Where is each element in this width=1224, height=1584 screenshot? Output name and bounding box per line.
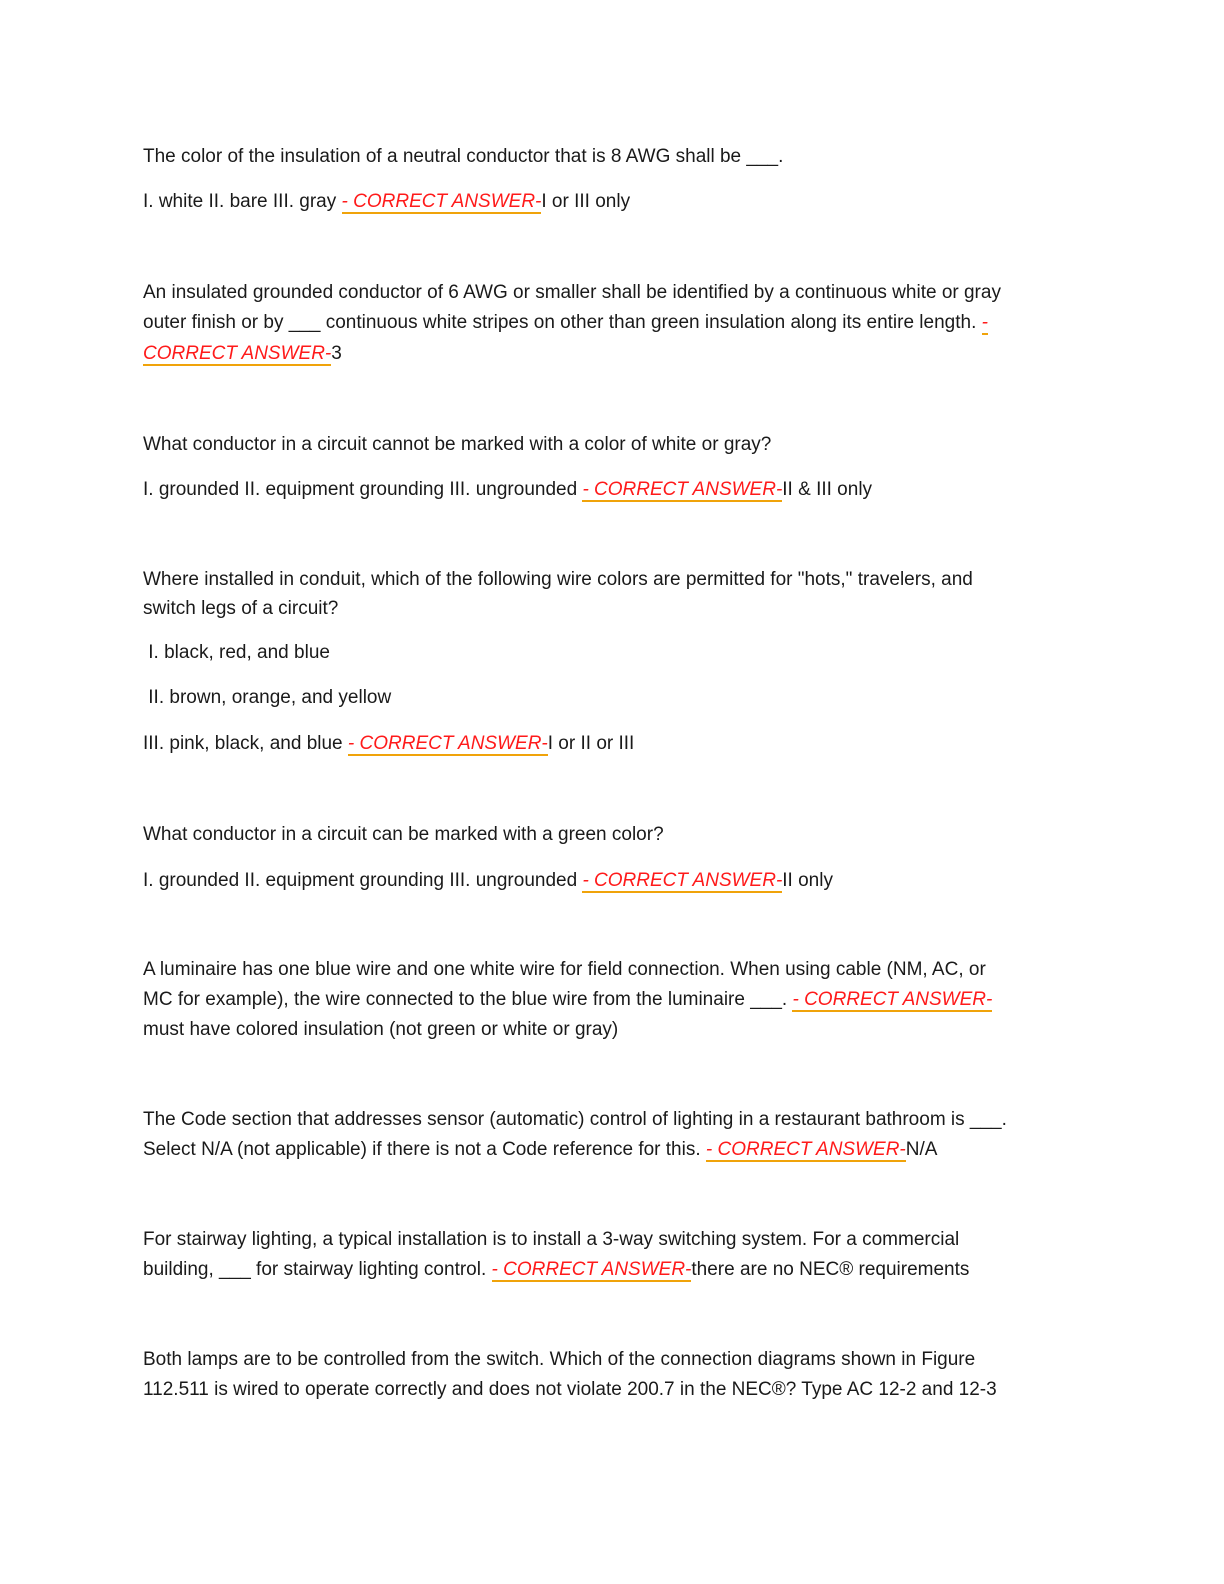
line-text: I. black, red, and blue: [143, 642, 330, 663]
question-2-answer-line: [143, 342, 342, 366]
question-6-answer-line: [143, 1018, 618, 1042]
question-4-option-2: [143, 686, 391, 710]
line-text: switch legs of a circuit?: [143, 598, 339, 619]
question-2-line-1: [143, 281, 1001, 305]
question-1-answer-line: [143, 190, 630, 214]
correct-answer-marker: - CORRECT ANSWER-: [341, 191, 542, 212]
line-text: I. grounded II. equipment grounding III. ungrounded: [143, 870, 583, 891]
line-text: A luminaire has one blue wire and one white wire for field connection. When using cable (NM, AC, or: [143, 959, 986, 980]
question-5-line-1: [143, 823, 664, 847]
line-text: What conductor in a circuit can be marked with a green color?: [143, 824, 664, 845]
line-text: Select N/A (not applicable) if there is not a Code reference for this.: [143, 1139, 706, 1160]
correct-answer-marker: - CORRECT ANSWER-: [582, 479, 783, 500]
question-8-line-1: [143, 1228, 959, 1252]
correct-answer-marker: CORRECT ANSWER-: [143, 343, 332, 364]
answer-text: 3: [331, 343, 342, 364]
correct-answer-marker: - CORRECT ANSWER-: [705, 1139, 906, 1160]
line-text: II. brown, orange, and yellow: [143, 687, 392, 708]
line-text: outer finish or by ___ continuous white stripes on other than green insulation along its entire length.: [143, 312, 982, 333]
line-text: MC for example), the wire connected to the blue wire from the luminaire ___.: [143, 989, 793, 1010]
question-4-answer-line: [143, 732, 634, 756]
correct-answer-marker: - CORRECT ANSWER-: [792, 989, 993, 1010]
answer-text: N/A: [905, 1139, 938, 1160]
question-1-line-1: [143, 145, 783, 169]
line-text: What conductor in a circuit cannot be marked with a color of white or gray?: [143, 434, 772, 455]
line-text: I. grounded II. equipment grounding III. ungrounded: [143, 479, 583, 500]
line-text: For stairway lighting, a typical installation is to install a 3-way switching system. For a commercial: [143, 1229, 960, 1250]
correct-answer-marker: -: [981, 312, 988, 333]
question-2-line-2: [143, 311, 988, 335]
question-9-line-2: [143, 1378, 997, 1402]
question-4-line-1: [143, 568, 973, 592]
question-7-answer-line: [143, 1138, 937, 1162]
correct-answer-marker: - CORRECT ANSWER-: [347, 733, 548, 754]
question-9-line-1: [143, 1348, 975, 1372]
question-4-option-1: [143, 641, 330, 665]
line-text: I. white II. bare III. gray: [143, 191, 342, 212]
line-text: The color of the insulation of a neutral conductor that is 8 AWG shall be ___.: [143, 146, 784, 167]
line-text: III. pink, black, and blue: [143, 733, 348, 754]
question-4-line-2: [143, 597, 338, 621]
line-text: Both lamps are to be controlled from the switch. Which of the connection diagrams shown in Figure: [143, 1349, 976, 1370]
line-text: building, ___ for stairway lighting control.: [143, 1259, 492, 1280]
answer-text: must have colored insulation (not green or white or gray): [143, 1019, 619, 1040]
question-7-line-1: [143, 1108, 1007, 1132]
correct-answer-marker: - CORRECT ANSWER-: [491, 1259, 692, 1280]
line-text: Where installed in conduit, which of the following wire colors are permitted for "hots," travelers, and: [143, 569, 973, 590]
question-3-line-1: [143, 433, 771, 457]
question-6-line-2: [143, 988, 992, 1012]
answer-text: II & III only: [782, 479, 873, 500]
answer-text: I or III only: [541, 191, 631, 212]
question-8-answer-line: [143, 1258, 969, 1282]
answer-text: there are no NEC® requirements: [691, 1259, 970, 1280]
answer-text: II only: [782, 870, 833, 891]
answer-text: I or II or III: [547, 733, 635, 754]
question-5-answer-line: [143, 869, 833, 893]
line-text: The Code section that addresses sensor (automatic) control of lighting in a restaurant bathroom is ___.: [143, 1109, 1007, 1130]
line-text: An insulated grounded conductor of 6 AWG or smaller shall be identified by a continuous white or gray: [143, 282, 1001, 303]
question-6-line-1: [143, 958, 986, 982]
question-3-answer-line: [143, 478, 872, 502]
line-text: 112.511 is wired to operate correctly and does not violate 200.7 in the NEC®? Type AC 12-2 and 12-3: [143, 1379, 997, 1400]
correct-answer-marker: - CORRECT ANSWER-: [582, 870, 783, 891]
